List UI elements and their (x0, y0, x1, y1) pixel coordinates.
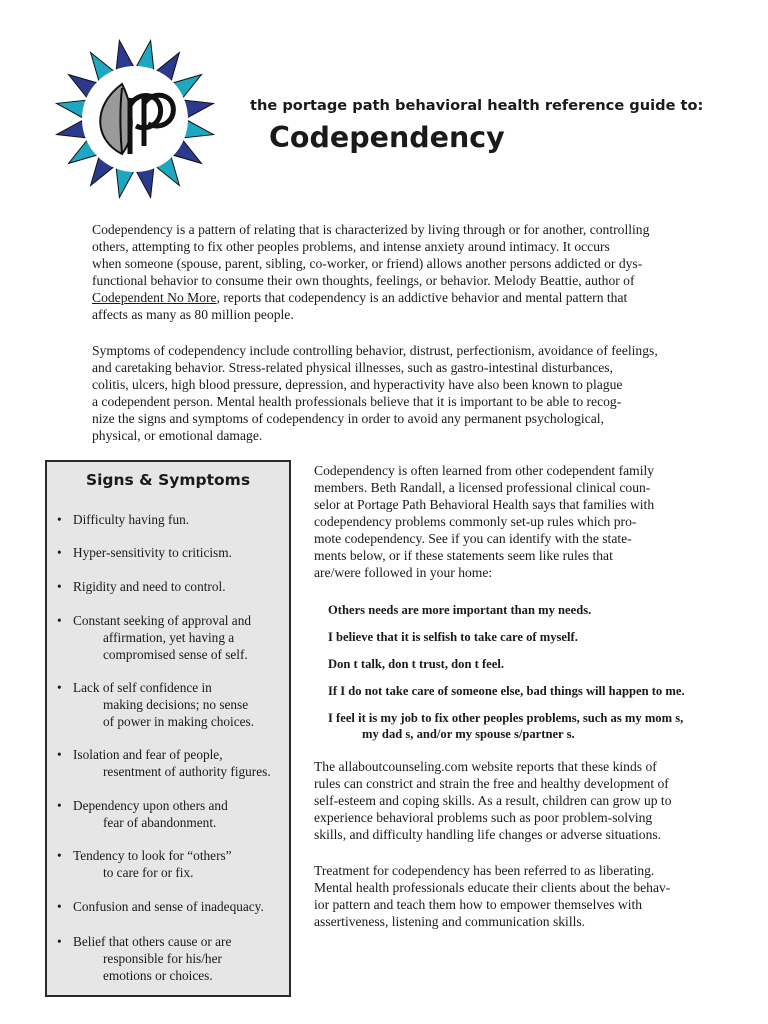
bullet-icon: • (57, 613, 62, 628)
symptom-text: Belief that others cause or are (73, 934, 232, 949)
bullet-icon: • (57, 579, 62, 594)
page-title: Codependency (269, 121, 505, 154)
bullet-icon: • (57, 848, 62, 863)
symptom-item-continued (103, 714, 254, 731)
website-line: The allaboutcounseling.com website reports that these kinds of (314, 759, 657, 774)
symptom-item (57, 545, 232, 562)
symptom-text: of power in making choices. (103, 713, 255, 729)
bullet-icon: • (57, 512, 62, 527)
symptom-item (57, 934, 231, 951)
website-line: experience behavioral problems such as poor problem-solving (314, 810, 653, 825)
guide-subtitle: the portage path behavioral health reference guide to: (250, 97, 704, 114)
symptoms-line: nize the signs and symptoms of codependency in order to avoid any permanent psychological, (92, 411, 604, 426)
symptom-item (57, 579, 226, 596)
signs-symptoms-box (45, 460, 291, 997)
learned-line: codependency problems commonly set-up rules which pro- (314, 514, 637, 529)
symptom-item-continued (103, 630, 234, 647)
intro-line-rest: , reports that codependency is an addictive behavior and mental pattern that (216, 290, 628, 305)
website-line: self-esteem and coping skills. As a result, children can grow up to (314, 793, 672, 808)
symptom-text: Difficulty having fun. (73, 512, 190, 527)
treatment-line: assertiveness, listening and communication skills. (314, 914, 586, 929)
learned-line: ments below, or if these statements seem like rules that (314, 548, 613, 563)
symptom-text: Confusion and sense of inadequacy. (73, 899, 264, 914)
rule-item: I feel it is my job to fix other peoples problems, such as my mom s, (328, 711, 684, 725)
learned-line: mote codependency. See if you can identify with the state- (314, 531, 632, 546)
symptom-text: Constant seeking of approval and (73, 613, 251, 628)
book-title: Codependent No More (92, 290, 217, 305)
symptom-item (57, 798, 228, 815)
bullet-icon: • (57, 798, 62, 813)
symptom-text: Rigidity and need to control. (73, 579, 226, 594)
symptom-text: Hyper-sensitivity to criticism. (73, 545, 232, 560)
symptom-text: compromised sense of self. (103, 646, 248, 662)
symptom-text: affirmation, yet having a (103, 629, 235, 645)
symptom-item-continued (103, 951, 222, 968)
symptom-item-continued (103, 968, 213, 985)
intro-line: others, attempting to fix other peoples problems, and intense anxiety around intimacy. It occurs (92, 239, 610, 254)
intro-line: Codependency is a pattern of relating that is characterized by living through or for another, controlling (92, 222, 650, 237)
rule-item: If I do not take care of someone else, bad things will happen to me. (328, 684, 685, 698)
symptom-text: emotions or choices. (103, 967, 213, 983)
symptom-text: Dependency upon others and (73, 798, 228, 813)
bullet-icon: • (57, 899, 62, 914)
intro-line: functional behavior to consume their own thoughts, feelings, or behavior. Melody Beattie, author of (92, 273, 635, 288)
symptom-item (57, 899, 264, 916)
rule-item: I believe that it is selfish to take care of myself. (328, 630, 578, 644)
symptom-item-continued (103, 647, 248, 664)
treatment-line: Mental health professionals educate their clients about the behav- (314, 880, 671, 895)
website-line: rules can constrict and strain the free and healthy development of (314, 776, 669, 791)
treatment-line: ior pattern and teach them how to empower themselves with (314, 897, 643, 912)
bullet-icon: • (57, 545, 62, 560)
symptom-text: Lack of self confidence in (73, 680, 212, 695)
symptom-text: resentment of authority figures. (103, 763, 271, 779)
symptom-item-continued (103, 815, 216, 832)
learned-line: members. Beth Randall, a licensed professional clinical coun- (314, 480, 651, 495)
symptoms-line: a codependent person. Mental health professionals believe that it is important to be able to recog- (92, 394, 622, 409)
intro-line: affects as many as 80 million people. (92, 307, 294, 322)
symptom-item-continued (103, 697, 248, 714)
intro-line: when someone (spouse, parent, sibling, co-worker, or friend) allows another persons addicted or dys- (92, 256, 643, 271)
learned-line: Codependency is often learned from other codependent family (314, 463, 655, 478)
symptom-text: Isolation and fear of people, (73, 747, 223, 762)
symptom-text: making decisions; no sense (103, 696, 249, 712)
symptom-text: to care for or fix. (103, 864, 194, 880)
rule-item: Don t talk, don t trust, don t feel. (328, 657, 504, 671)
symptom-item (57, 512, 189, 529)
rule-item: Others needs are more important than my needs. (328, 603, 592, 617)
bullet-icon: • (57, 934, 62, 949)
symptom-item-continued (103, 764, 271, 781)
sidebar-title: Signs & Symptoms (85, 471, 251, 489)
symptom-item (57, 680, 212, 697)
website-line: skills, and difficulty handling life changes or adverse situations. (314, 827, 662, 842)
symptom-text: Tendency to look for “others” (73, 848, 232, 863)
symptoms-line: colitis, ulcers, high blood pressure, depression, and hyperactivity have also been known to plague (92, 377, 623, 392)
symptom-item (57, 747, 223, 764)
bullet-icon: • (57, 680, 62, 695)
treatment-line: Treatment for codependency has been referred to as liberating. (314, 863, 655, 878)
intro-line (92, 289, 627, 306)
bullet-icon: • (57, 747, 62, 762)
learned-line: are/were followed in your home: (314, 565, 493, 580)
symptom-item-continued (103, 865, 193, 882)
symptoms-line: physical, or emotional damage. (92, 428, 263, 443)
portage-path-logo (52, 36, 218, 202)
symptom-text: fear of abandonment. (103, 814, 217, 830)
learned-line: selor at Portage Path Behavioral Health says that families with (314, 497, 655, 512)
symptoms-line: Symptoms of codependency include controlling behavior, distrust, perfectionism, avoidance of feelings, (92, 343, 658, 358)
symptom-item (57, 613, 251, 630)
symptom-item (57, 848, 232, 865)
rule-item-continued: my dad s, and/or my spouse s/partner s. (362, 727, 575, 741)
symptoms-line: and caretaking behavior. Stress-related physical illnesses, such as gastro-intestinal disturbances, (92, 360, 613, 375)
symptom-text: responsible for his/her (103, 950, 222, 966)
